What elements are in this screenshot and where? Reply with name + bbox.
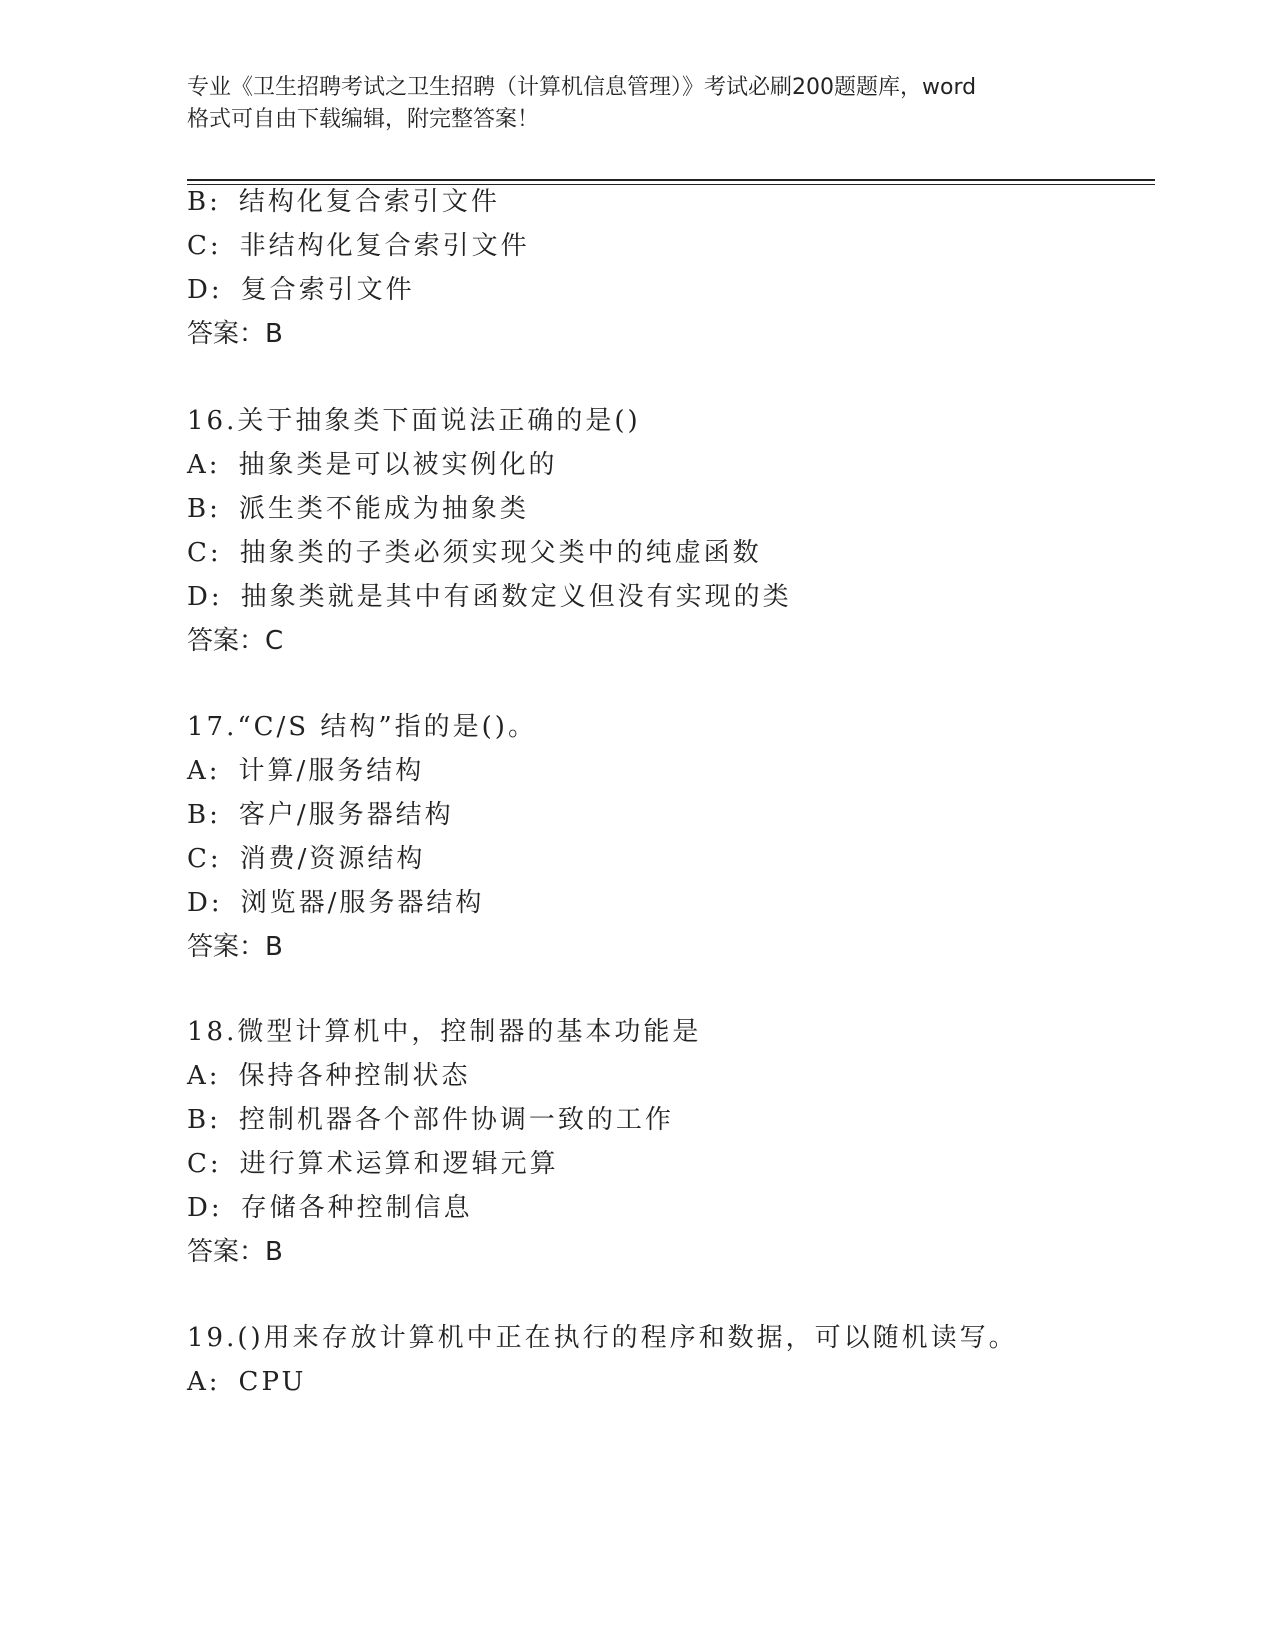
- answer-line: 答案：B: [187, 319, 283, 349]
- option-line: C: 消费/资源结构: [187, 844, 426, 874]
- option-line: B: 客户/服务器结构: [187, 800, 454, 830]
- answer-line: 答案：B: [187, 1237, 283, 1267]
- answer-line: 答案：C: [187, 626, 284, 656]
- option-line: B: 派生类不能成为抽象类: [187, 494, 529, 524]
- question-stem: 18.微型计算机中，控制器的基本功能是: [187, 1017, 702, 1047]
- option-line: B: 结构化复合索引文件: [187, 187, 500, 217]
- option-line: C: 抽象类的子类必须实现父类中的纯虚函数: [187, 538, 762, 568]
- question-stem: 17.“C/S 结构”指的是()。: [187, 712, 537, 742]
- header-line-2: 格式可自由下载编辑，附完整答案！: [187, 107, 540, 132]
- option-line: D: 复合索引文件: [187, 275, 415, 305]
- option-line: A: 计算/服务结构: [187, 756, 425, 786]
- question-stem: 16.关于抽象类下面说法正确的是(): [187, 406, 641, 436]
- option-line: A: CPU: [187, 1367, 307, 1397]
- document-header: [187, 72, 1087, 136]
- option-line: C: 进行算术运算和逻辑元算: [187, 1149, 559, 1179]
- header-line-1: 专业《卫生招聘考试之卫生招聘（计算机信息管理）》考试必刷200题题库，word: [187, 75, 977, 100]
- option-line: D: 浏览器/服务器结构: [187, 888, 485, 918]
- option-line: C: 非结构化复合索引文件: [187, 231, 530, 261]
- option-line: A: 保持各种控制状态: [187, 1061, 471, 1091]
- answer-line: 答案：B: [187, 932, 283, 962]
- option-line: D: 抽象类就是其中有函数定义但没有实现的类: [187, 582, 792, 612]
- option-line: D: 存储各种控制信息: [187, 1193, 473, 1223]
- question-stem: 19.()用来存放计算机中正在执行的程序和数据，可以随机读写。: [187, 1323, 1018, 1353]
- option-line: A: 抽象类是可以被实例化的: [187, 450, 558, 480]
- option-line: B: 控制机器各个部件协调一致的工作: [187, 1105, 674, 1135]
